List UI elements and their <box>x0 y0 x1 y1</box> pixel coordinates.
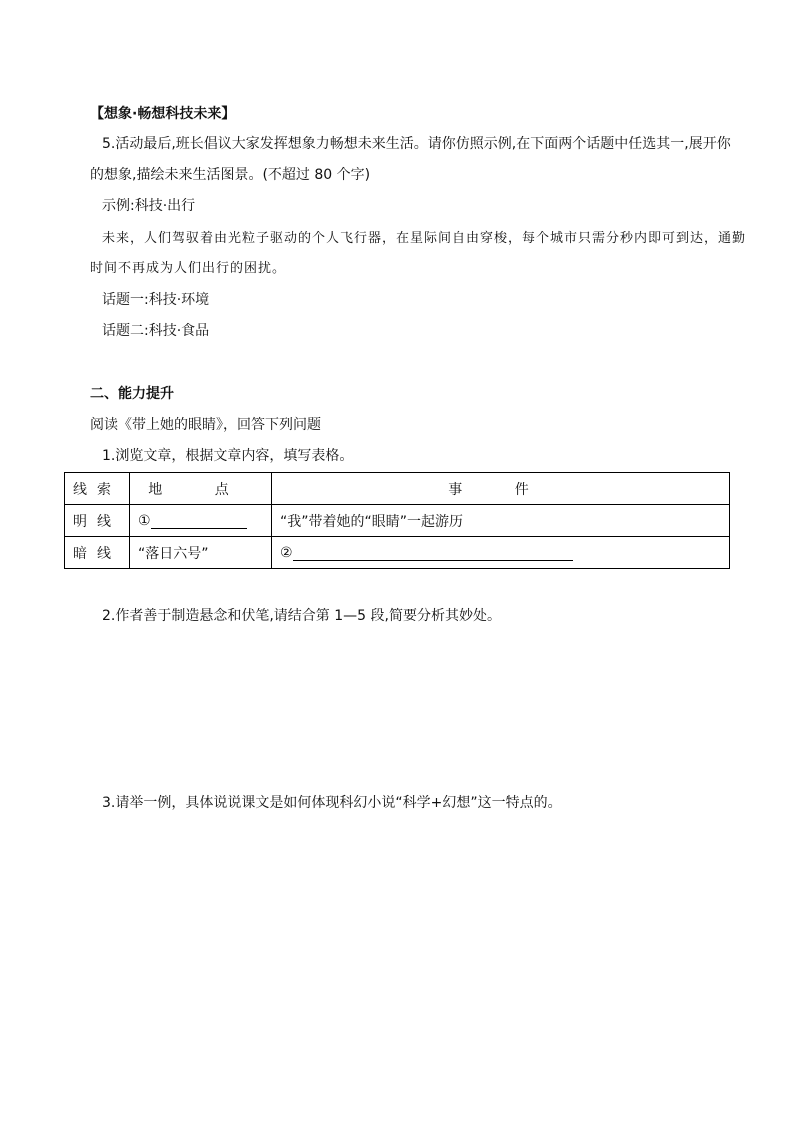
table-row <box>65 537 730 569</box>
row-clue: 暗线 <box>65 537 130 569</box>
table-row <box>65 505 730 537</box>
example-text-line-2: 时间不再成为人们出行的困扰。 <box>90 261 287 276</box>
header-place: 地 点 <box>130 473 272 505</box>
row-place-marker: ① <box>138 513 151 529</box>
header-event: 事 件 <box>272 473 730 505</box>
row-event-marker: ② <box>280 545 293 561</box>
question-2: 2.作者善于制造悬念和伏笔,请结合第 1—5 段,简要分析其妙处。 <box>102 608 501 624</box>
header-clue: 线索 <box>65 473 130 505</box>
topic-2: 话题二:科技·食品 <box>102 323 210 339</box>
row-clue: 明线 <box>65 505 130 537</box>
heading-ability: 二、能力提升 <box>90 386 174 402</box>
question-3: 3.请举一例，具体说说课文是如何体现科幻小说“科学+幻想”这一特点的。 <box>102 795 562 811</box>
example-label: 示例:科技·出行 <box>102 198 196 214</box>
question-5-line-1: 5.活动最后,班长倡议大家发挥想象力畅想未来生活。请你仿照示例,在下面两个话题中任选其一,展开你 <box>102 136 731 152</box>
topic-1: 话题一:科技·环境 <box>102 292 210 308</box>
answer-blank-2[interactable] <box>293 544 573 561</box>
table-header-row <box>65 473 730 505</box>
heading-imagine: 【想象·畅想科技未来】 <box>90 106 236 122</box>
reading-intro: 阅读《带上她的眼睛》，回答下列问题 <box>90 417 321 433</box>
question-5-line-2: 的想象,描绘未来生活图景。(不超过 80 个字) <box>90 167 371 183</box>
answer-blank-1[interactable] <box>151 512 247 529</box>
row-place-cell <box>130 505 272 537</box>
row-place: “落日六号” <box>130 537 272 569</box>
example-text-line-1: 未来，人们驾驭着由光粒子驱动的个人飞行器，在星际间自由穿梭，每个城市只需分秒内即可到达，通勤 <box>102 231 747 246</box>
row-event: “我”带着她的“眼睛”一起游历 <box>272 505 730 537</box>
clue-table <box>64 472 730 569</box>
row-event-cell <box>272 537 730 569</box>
question-1: 1.浏览文章，根据文章内容，填写表格。 <box>102 448 354 464</box>
